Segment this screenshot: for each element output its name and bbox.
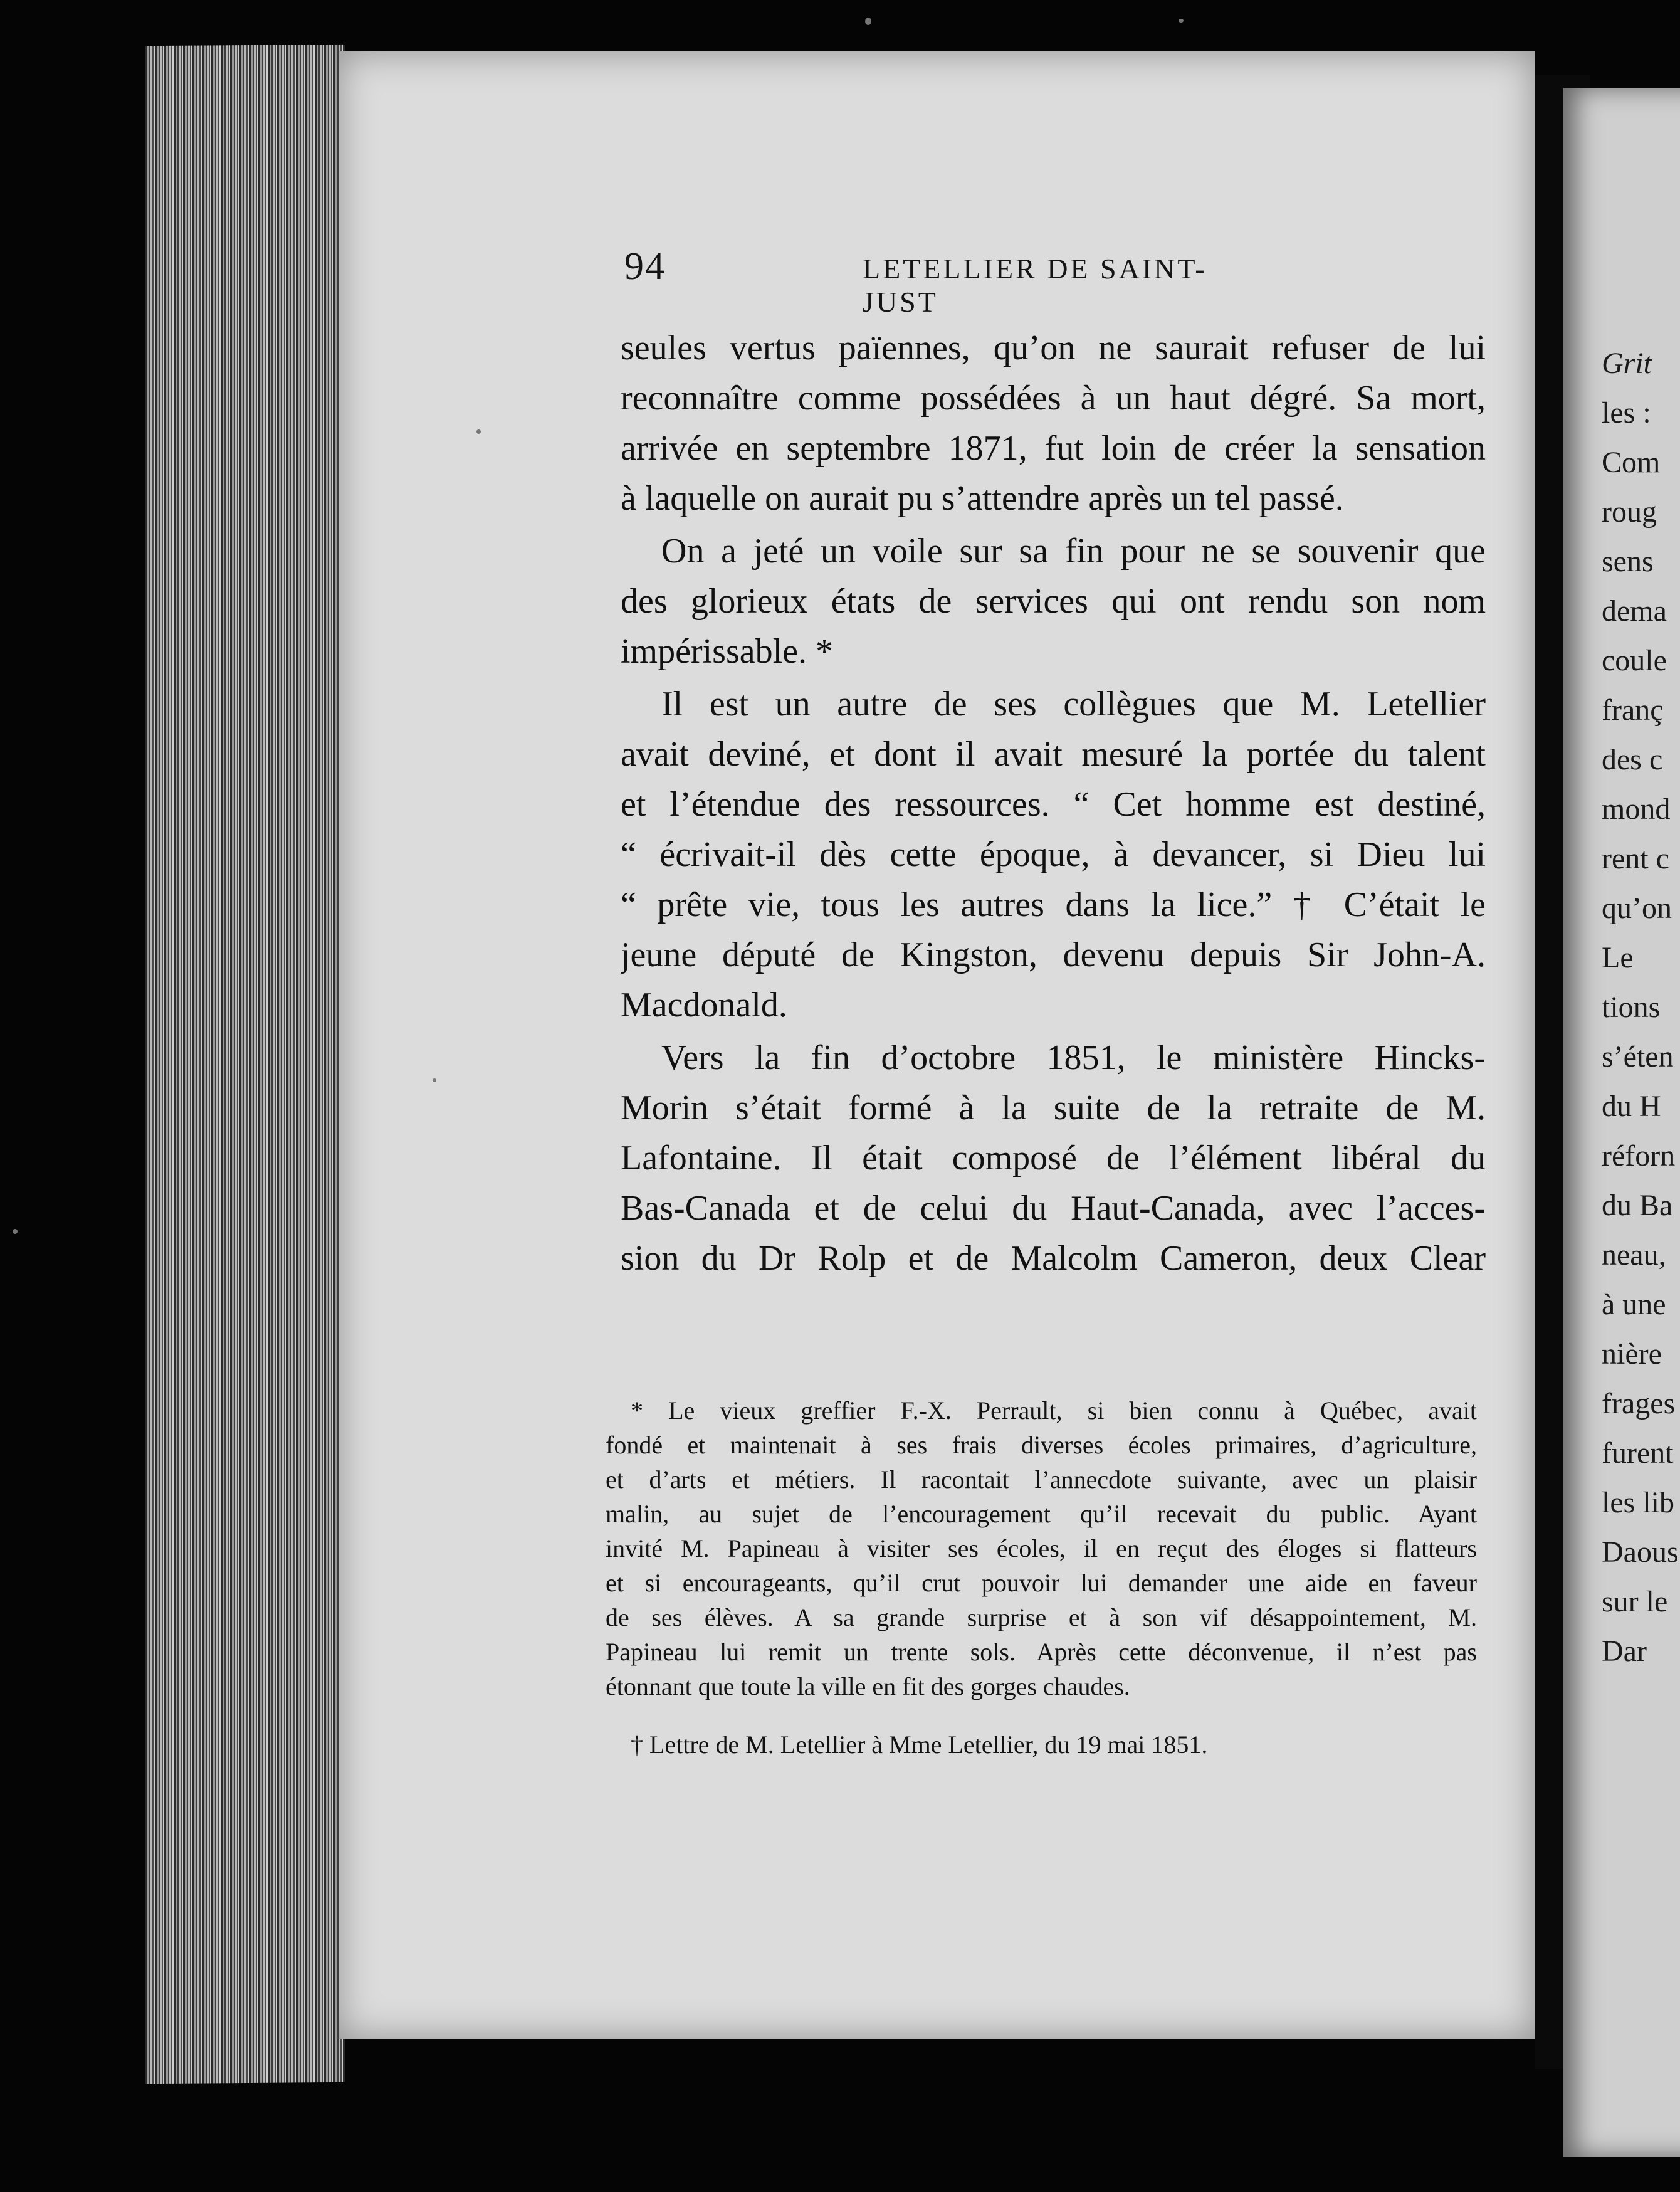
body-line: Bas-Canada et de celui du Haut-Canada, avec l’acces-: [621, 1189, 1486, 1228]
footnote-line: malin, au sujet de l’encouragement qu’il recevait du public. Ayant: [606, 1500, 1477, 1528]
body-text: [621, 323, 1486, 1283]
facing-line: les :: [1602, 396, 1651, 429]
body-line: reconnaître comme possédées à un haut dégré. Sa mort,: [621, 379, 1486, 418]
facing-line: Grit: [1602, 347, 1652, 380]
footnotes: [606, 1393, 1477, 1762]
book-page-edges: [145, 45, 345, 2084]
footnote-line: de ses élèves. A sa grande surprise et à son vif désappointement, M.: [606, 1603, 1477, 1631]
body-line: arrivée en septembre 1871, fut loin de créer la sensation: [621, 429, 1486, 468]
facing-line: Dar: [1602, 1635, 1647, 1668]
facing-line: les lib: [1602, 1486, 1674, 1519]
facing-line: Le: [1602, 941, 1634, 974]
facing-line: roug: [1602, 495, 1657, 529]
facing-line: tions: [1602, 991, 1661, 1024]
facing-page-text: [1602, 339, 1680, 1676]
facing-line: qu’on: [1602, 892, 1672, 925]
body-line: Macdonald.: [621, 986, 787, 1025]
body-line: “ prête vie, tous les autres dans la lice.” † C’était le: [621, 885, 1486, 924]
body-line: avait deviné, et dont il avait mesuré la portée du talent: [621, 735, 1486, 774]
footnote-line: fondé et maintenait à ses frais diverses écoles primaires, d’agriculture,: [606, 1431, 1477, 1459]
scan-speck: [865, 18, 871, 25]
scan-speck: [1179, 19, 1184, 23]
facing-line: sur le: [1602, 1585, 1668, 1618]
body-line: seules vertus païennes, qu’on ne saurait refuser de lui: [621, 329, 1486, 367]
body-line: Morin s’était formé à la suite de la retraite de M.: [621, 1088, 1486, 1127]
facing-line: Com: [1602, 446, 1661, 479]
footnote-line: Papineau lui remit un trente sols. Après cette déconvenue, il n’est pas: [606, 1638, 1477, 1666]
facing-line: furent: [1602, 1436, 1674, 1470]
running-header: [624, 245, 1276, 318]
scan-speck: [476, 429, 481, 434]
body-line: des glorieux états de services qui ont rendu son nom: [621, 582, 1486, 621]
body-line: sion du Dr Rolp et de Malcolm Cameron, deux Clear: [621, 1239, 1486, 1278]
footnote-line: * Le vieux greffier F.-X. Perrault, si bien connu à Québec, avait: [631, 1396, 1477, 1425]
page-number: 94: [624, 245, 666, 288]
footnote-line: étonnant que toute la ville en fit des gorges chaudes.: [606, 1672, 1130, 1700]
facing-line: du Ba: [1602, 1189, 1673, 1222]
facing-line: sens: [1602, 545, 1654, 578]
facing-line: du H: [1602, 1090, 1661, 1123]
body-line: et l’étendue des ressources. “ Cet homme est destiné,: [621, 785, 1486, 824]
facing-line: s’éten: [1602, 1040, 1674, 1073]
facing-line: rent c: [1602, 842, 1669, 875]
facing-line: mond: [1602, 793, 1671, 826]
scan-speck: [433, 1078, 436, 1082]
running-title: LETELLIER DE SAINT-JUST: [863, 253, 1207, 318]
body-line: Vers la fin d’octobre 1851, le ministère Hincks-: [661, 1038, 1486, 1077]
facing-line: frages: [1602, 1387, 1676, 1420]
facing-line: dema: [1602, 594, 1667, 628]
body-line: impérissable. *: [621, 632, 834, 671]
facing-line: des c: [1602, 743, 1663, 776]
footnote-line: invité M. Papineau à visiter ses écoles, il en reçut des éloges si flatteurs: [606, 1534, 1477, 1562]
footnote-line: et d’arts et métiers. Il racontait l’annecdote suivante, avec un plaisir: [606, 1465, 1477, 1494]
facing-line: neau,: [1602, 1238, 1666, 1272]
facing-line: réforn: [1602, 1139, 1676, 1172]
body-line: Il est un autre de ses collègues que M. Letellier: [661, 685, 1486, 724]
footnote-line: et si encourageants, qu’il crut pouvoir lui demander une aide en faveur: [606, 1569, 1477, 1597]
body-line: On a jeté un voile sur sa fin pour ne se souvenir que: [661, 532, 1486, 571]
facing-line: à une: [1602, 1288, 1666, 1321]
body-line: Lafontaine. Il était composé de l’élément libéral du: [621, 1139, 1486, 1178]
body-line: jeune député de Kingston, devenu depuis Sir John-A.: [621, 935, 1486, 974]
facing-line: coule: [1602, 644, 1667, 677]
scan-speck: [13, 1229, 18, 1234]
facing-line: nière: [1602, 1337, 1662, 1371]
body-line: à laquelle on aurait pu s’attendre après un tel passé.: [621, 479, 1344, 518]
facing-line: Daous: [1602, 1536, 1679, 1569]
footnote-dagger: † Lettre de M. Letellier à Mme Letellier, du 19 mai 1851.: [631, 1731, 1208, 1759]
facing-line: franç: [1602, 693, 1664, 727]
body-line: “ écrivait-il dès cette époque, à devancer, si Dieu lui: [621, 835, 1486, 874]
